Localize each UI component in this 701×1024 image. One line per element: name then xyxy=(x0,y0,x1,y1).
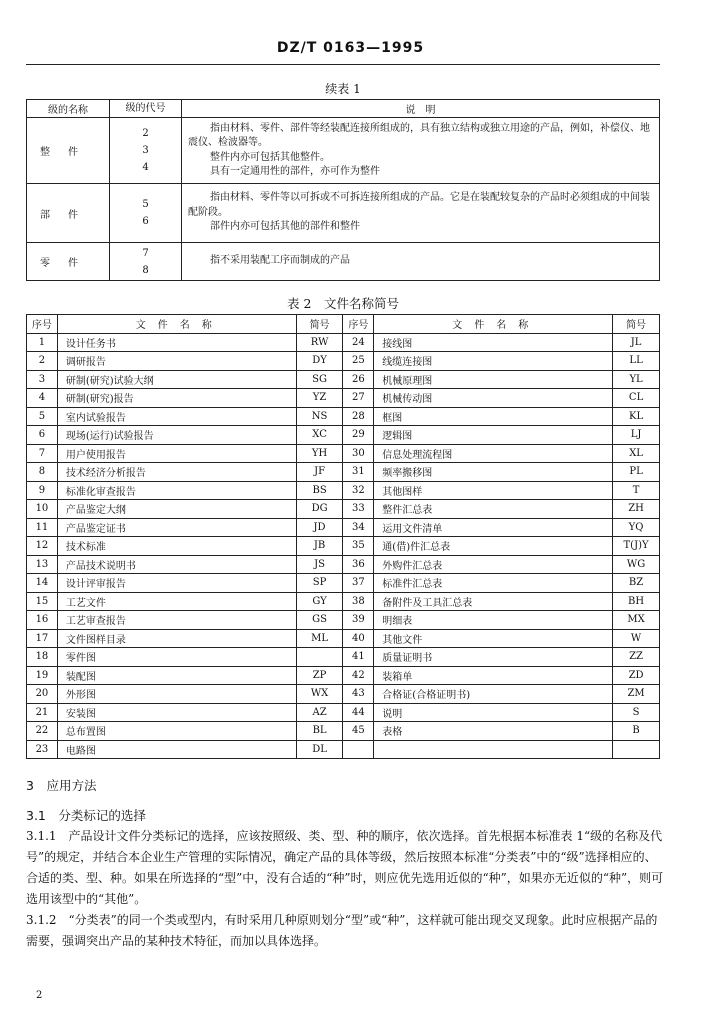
section-title: 3 应用方法 xyxy=(26,778,97,793)
level-code: 4 xyxy=(142,162,149,173)
file-abbr: YQ xyxy=(613,518,660,537)
page-number: 2 xyxy=(36,990,43,1001)
level-description xyxy=(182,184,660,243)
file-abbr: JB xyxy=(296,537,343,556)
file-name: 机械传动图 xyxy=(374,389,613,408)
file-seq: 35 xyxy=(343,537,374,556)
file-abbr: YZ xyxy=(296,389,343,408)
file-seq: 29 xyxy=(343,426,374,445)
col-seq: 序号 xyxy=(343,315,374,334)
file-abbr: JF xyxy=(296,463,343,482)
file-name: 其他文件 xyxy=(374,629,613,648)
file-name: 工艺文件 xyxy=(57,592,296,611)
file-abbr: PL xyxy=(613,463,660,482)
table-row xyxy=(27,537,660,556)
table-row xyxy=(27,370,660,389)
file-abbr: XC xyxy=(296,426,343,445)
file-name: 装配图 xyxy=(57,666,296,685)
level-name: 零件 xyxy=(27,243,110,281)
file-abbr: W xyxy=(613,629,660,648)
file-seq: 7 xyxy=(27,444,58,463)
file-name: 设计评审报告 xyxy=(57,574,296,593)
file-abbr: T xyxy=(613,481,660,500)
file-seq: 4 xyxy=(27,389,58,408)
table-row xyxy=(27,389,660,408)
file-seq: 15 xyxy=(27,592,58,611)
table-row xyxy=(27,500,660,519)
table-row xyxy=(27,740,660,759)
file-seq: 8 xyxy=(27,463,58,482)
table-row xyxy=(27,722,660,741)
file-seq: 33 xyxy=(343,500,374,519)
file-seq: 37 xyxy=(343,574,374,593)
file-abbr: ZM xyxy=(613,685,660,704)
file-name: 逻辑图 xyxy=(374,426,613,445)
file-name: 安装图 xyxy=(57,703,296,722)
level-description xyxy=(182,243,660,281)
level-description xyxy=(182,118,660,184)
table1-row xyxy=(27,184,660,243)
file-seq: 42 xyxy=(343,666,374,685)
file-seq: 28 xyxy=(343,407,374,426)
file-abbr xyxy=(296,648,343,667)
file-name: 零件图 xyxy=(57,648,296,667)
subsection-title: 3.1 分类标记的选择 xyxy=(26,808,146,823)
desc-line: 指由材料、零件、部件等经装配连接所组成的，具有独立结构或独立用途的产品，例如，补偿仪、地震仪、检波器等。 xyxy=(188,122,650,148)
file-name: 标准件汇总表 xyxy=(374,574,613,593)
desc-line: 具有一定通用性的部件，亦可作为整件 xyxy=(210,166,380,177)
file-name: 说明 xyxy=(374,703,613,722)
file-name: 文件图样目录 xyxy=(57,629,296,648)
file-name: 标准化审查报告 xyxy=(57,481,296,500)
col-name: 文件名称 xyxy=(57,315,296,334)
file-seq: 36 xyxy=(343,555,374,574)
table2 xyxy=(26,314,660,759)
file-seq: 14 xyxy=(27,574,58,593)
file-name: 研制(研究)试验大纲 xyxy=(57,370,296,389)
header-rule xyxy=(26,64,660,65)
file-seq: 10 xyxy=(27,500,58,519)
file-abbr: ZH xyxy=(613,500,660,519)
file-abbr: JS xyxy=(296,555,343,574)
level-code: 2 xyxy=(142,128,149,139)
desc-line: 部件内亦可包括其他的部件和整件 xyxy=(210,221,360,233)
file-name: 工艺审查报告 xyxy=(57,611,296,630)
table-row xyxy=(27,611,660,630)
table-row xyxy=(27,648,660,667)
file-abbr: RW xyxy=(296,333,343,352)
file-seq: 5 xyxy=(27,407,58,426)
file-abbr: SG xyxy=(296,370,343,389)
level-code: 5 xyxy=(142,199,149,210)
file-seq: 24 xyxy=(343,333,374,352)
table1-row xyxy=(27,243,660,281)
file-name: 设计任务书 xyxy=(57,333,296,352)
file-name: 线缆连接图 xyxy=(374,352,613,371)
table1-col-desc: 说 明 xyxy=(182,100,660,118)
file-name: 产品鉴定证书 xyxy=(57,518,296,537)
file-name: 现场(运行)试验报告 xyxy=(57,426,296,445)
file-abbr: WX xyxy=(296,685,343,704)
paragraph-3-1-1: 3.1.1 产品设计文件分类标记的选择，应该按照级、类、型、种的顺序，依次选择。首先根据本标准表 1“级的名称及代号”的规定，并结合本企业生产管理的实际情况，确定产品的具体等级，然后按照本标准“分类表”中的“级”选择相应的、合适的类、型、种。如果在所选择的“型”中，没有合适的“种”时，则应优先选用近似的“种”，如果亦无近似的“种”，则可选用该型中的“其他”。 xyxy=(26,829,664,906)
file-name: 调研报告 xyxy=(57,352,296,371)
table-row xyxy=(27,463,660,482)
file-name: 频率搬移图 xyxy=(374,463,613,482)
file-name: 表格 xyxy=(374,722,613,741)
file-seq: 41 xyxy=(343,648,374,667)
level-code: 7 xyxy=(142,247,149,259)
col-abbr: 简号 xyxy=(613,315,660,334)
file-seq: 25 xyxy=(343,352,374,371)
file-abbr: ML xyxy=(296,629,343,648)
file-seq: 43 xyxy=(343,685,374,704)
standard-code: DZ/T 0163—1995 xyxy=(276,40,425,56)
file-abbr: DY xyxy=(296,352,343,371)
file-name: 外形图 xyxy=(57,685,296,704)
file-seq: 11 xyxy=(27,518,58,537)
table2-caption: 表 2 文件名称简号 xyxy=(287,296,399,311)
desc-line: 整件内亦可包括其他整件。 xyxy=(210,151,330,163)
file-name: 质量证明书 xyxy=(374,648,613,667)
file-abbr: CL xyxy=(613,389,660,408)
table-row xyxy=(27,703,660,722)
file-abbr: DL xyxy=(296,740,343,759)
paragraph-3-1-2: 3.1.2 “分类表”的同一个类或型内，有时采用几种原则划分“型”或“种”，这样就可能出现交叉现象。此时应根据产品的需要，强调突出产品的某种技术特征，而加以具体选择。 xyxy=(26,913,658,948)
table-row xyxy=(27,629,660,648)
file-name: 运用文件清单 xyxy=(374,518,613,537)
table-row xyxy=(27,333,660,352)
file-seq: 3 xyxy=(27,370,58,389)
file-abbr: GY xyxy=(296,592,343,611)
file-name: 外购件汇总表 xyxy=(374,555,613,574)
file-seq: 32 xyxy=(343,481,374,500)
file-name: 机械原理图 xyxy=(374,370,613,389)
table-row xyxy=(27,555,660,574)
level-code: 6 xyxy=(142,216,149,227)
file-abbr: XL xyxy=(613,444,660,463)
table1-col-code: 级的代号 xyxy=(110,100,182,118)
file-seq: 23 xyxy=(27,740,58,759)
file-seq: 40 xyxy=(343,629,374,648)
level-name: 整件 xyxy=(27,118,110,184)
file-abbr: B xyxy=(613,722,660,741)
file-abbr xyxy=(613,740,660,759)
file-abbr: AZ xyxy=(296,703,343,722)
file-name: 产品鉴定大纲 xyxy=(57,500,296,519)
file-abbr: BH xyxy=(613,592,660,611)
table-row xyxy=(27,481,660,500)
file-name: 总布置图 xyxy=(57,722,296,741)
file-name: 技术标准 xyxy=(57,537,296,556)
file-abbr: DG xyxy=(296,500,343,519)
table1-row xyxy=(27,118,660,184)
table1-header-row xyxy=(27,100,660,118)
file-abbr: JL xyxy=(613,333,660,352)
table-row xyxy=(27,407,660,426)
file-seq: 34 xyxy=(343,518,374,537)
file-abbr: T(J)Y xyxy=(613,537,660,556)
desc-line: 指由材料、零件等以可拆或不可拆连接所组成的产品。它是在装配较复杂的产品时必须组成的中间装配阶段。 xyxy=(188,192,650,218)
table1 xyxy=(26,99,660,281)
file-name: 电路图 xyxy=(57,740,296,759)
file-name: 用户使用报告 xyxy=(57,444,296,463)
file-seq: 19 xyxy=(27,666,58,685)
table2-header-row xyxy=(27,315,660,334)
file-seq: 17 xyxy=(27,629,58,648)
file-name: 接线图 xyxy=(374,333,613,352)
file-seq: 44 xyxy=(343,703,374,722)
file-name: 技术经济分析报告 xyxy=(57,463,296,482)
file-seq: 9 xyxy=(27,481,58,500)
file-seq: 30 xyxy=(343,444,374,463)
file-abbr: ZP xyxy=(296,666,343,685)
file-name: 室内试验报告 xyxy=(57,407,296,426)
file-seq xyxy=(343,740,374,759)
level-codes xyxy=(110,118,182,184)
table-row xyxy=(27,426,660,445)
file-name xyxy=(374,740,613,759)
level-codes xyxy=(110,184,182,243)
table-row xyxy=(27,685,660,704)
file-abbr: LJ xyxy=(613,426,660,445)
table-row xyxy=(27,352,660,371)
file-abbr: SP xyxy=(296,574,343,593)
file-name: 框图 xyxy=(374,407,613,426)
file-name: 整件汇总表 xyxy=(374,500,613,519)
level-code: 3 xyxy=(142,145,149,156)
file-abbr: BZ xyxy=(613,574,660,593)
file-abbr: S xyxy=(613,703,660,722)
file-name: 装箱单 xyxy=(374,666,613,685)
table1-caption: 续表 1 xyxy=(325,82,361,96)
table-row xyxy=(27,518,660,537)
table-row xyxy=(27,592,660,611)
file-name: 备附件及工具汇总表 xyxy=(374,592,613,611)
file-abbr: NS xyxy=(296,407,343,426)
file-seq: 12 xyxy=(27,537,58,556)
file-abbr: ZZ xyxy=(613,648,660,667)
file-name: 研制(研究)报告 xyxy=(57,389,296,408)
file-seq: 6 xyxy=(27,426,58,445)
file-seq: 26 xyxy=(343,370,374,389)
file-name: 明细表 xyxy=(374,611,613,630)
file-seq: 31 xyxy=(343,463,374,482)
file-abbr: YL xyxy=(613,370,660,389)
file-abbr: ZD xyxy=(613,666,660,685)
desc-line: 指不采用装配工序而制成的产品 xyxy=(210,255,350,267)
file-seq: 1 xyxy=(27,333,58,352)
file-abbr: YH xyxy=(296,444,343,463)
file-name: 通(借)件汇总表 xyxy=(374,537,613,556)
file-abbr: BL xyxy=(296,722,343,741)
file-name: 产品技术说明书 xyxy=(57,555,296,574)
file-seq: 45 xyxy=(343,722,374,741)
file-abbr: MX xyxy=(613,611,660,630)
file-seq: 38 xyxy=(343,592,374,611)
file-name: 信息处理流程图 xyxy=(374,444,613,463)
level-codes xyxy=(110,243,182,281)
file-abbr: KL xyxy=(613,407,660,426)
file-name: 合格证(合格证明书) xyxy=(374,685,613,704)
table-row xyxy=(27,574,660,593)
level-name: 部件 xyxy=(27,184,110,243)
col-abbr: 简号 xyxy=(296,315,343,334)
file-abbr: BS xyxy=(296,481,343,500)
file-seq: 22 xyxy=(27,722,58,741)
file-seq: 13 xyxy=(27,555,58,574)
table1-col-name: 级的名称 xyxy=(27,100,110,118)
file-seq: 39 xyxy=(343,611,374,630)
file-seq: 2 xyxy=(27,352,58,371)
file-abbr: LL xyxy=(613,352,660,371)
file-seq: 27 xyxy=(343,389,374,408)
level-code: 8 xyxy=(142,264,149,276)
file-seq: 18 xyxy=(27,648,58,667)
file-abbr: WG xyxy=(613,555,660,574)
file-abbr: JD xyxy=(296,518,343,537)
col-name: 文件名称 xyxy=(374,315,613,334)
file-abbr: GS xyxy=(296,611,343,630)
file-seq: 21 xyxy=(27,703,58,722)
file-seq: 16 xyxy=(27,611,58,630)
file-name: 其他图样 xyxy=(374,481,613,500)
col-seq: 序号 xyxy=(27,315,58,334)
table-row xyxy=(27,666,660,685)
table-row xyxy=(27,444,660,463)
file-seq: 20 xyxy=(27,685,58,704)
